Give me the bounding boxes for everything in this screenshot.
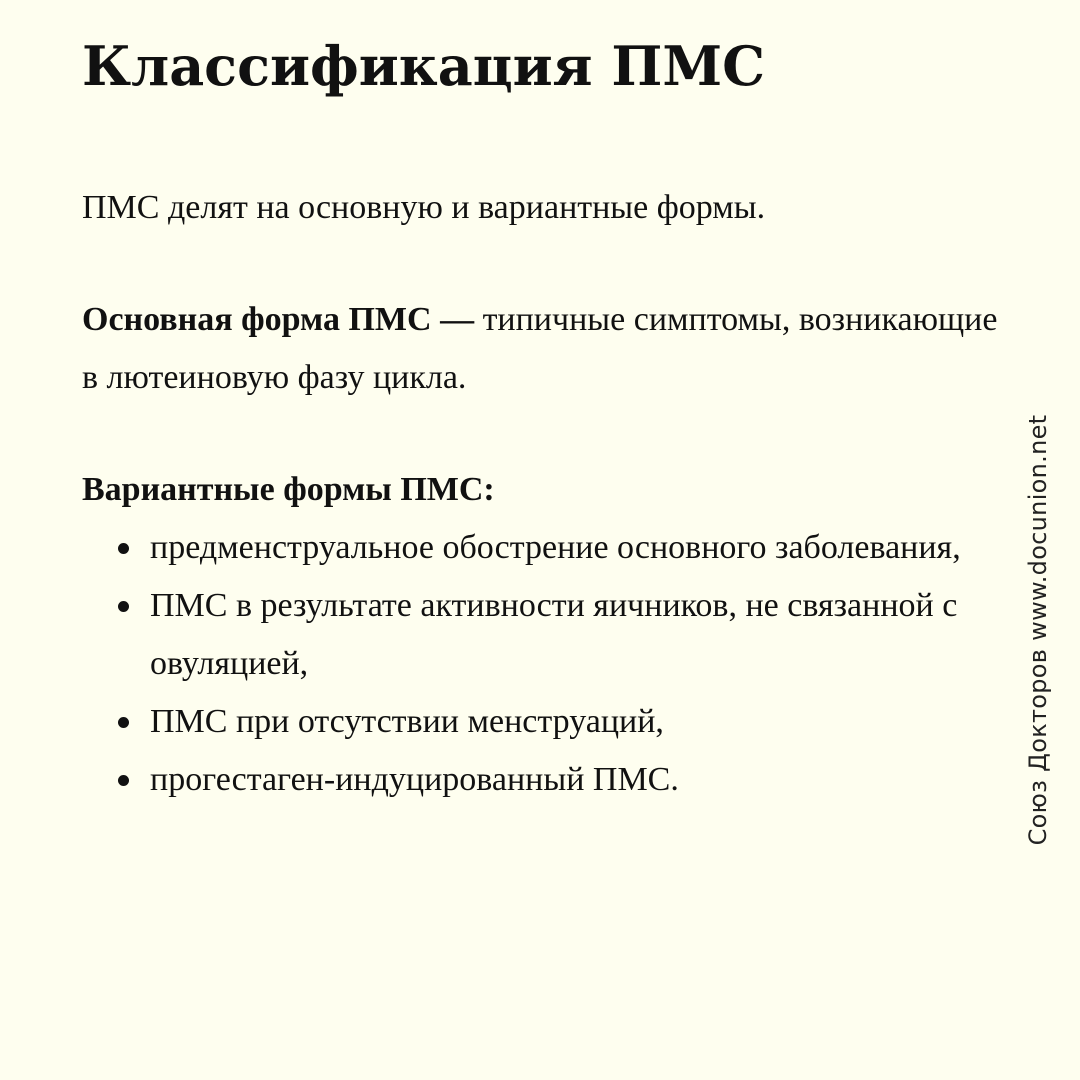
spacer bbox=[82, 407, 1012, 461]
variant-forms-heading: Вариантные формы ПМС: bbox=[82, 471, 495, 508]
list-item: предменструальное обострение основного заболевания, bbox=[82, 519, 1012, 577]
main-form-term: Основная форма ПМС — bbox=[82, 301, 475, 338]
main-form-definition: типичные симптомы, возникающие в лютеиновую фазу цикла. bbox=[82, 301, 998, 396]
variant-forms-list bbox=[82, 519, 1012, 809]
page-title: Классификация ПМС bbox=[82, 34, 766, 98]
content-body bbox=[82, 179, 1012, 809]
list-item: ПМС при отсутствии менструаций, bbox=[82, 693, 1012, 751]
list-item: ПМС в результате активности яичников, не связанной с овуляцией, bbox=[82, 577, 1012, 693]
list-item: прогестаген-индуцированный ПМС. bbox=[82, 751, 1012, 809]
main-form-paragraph bbox=[82, 291, 1012, 407]
intro-text: ПМС делят на основную и вариантные формы. bbox=[82, 189, 766, 226]
source-credit: Союз Докторов www.docunion.net bbox=[1024, 414, 1052, 846]
spacer bbox=[82, 237, 1012, 291]
